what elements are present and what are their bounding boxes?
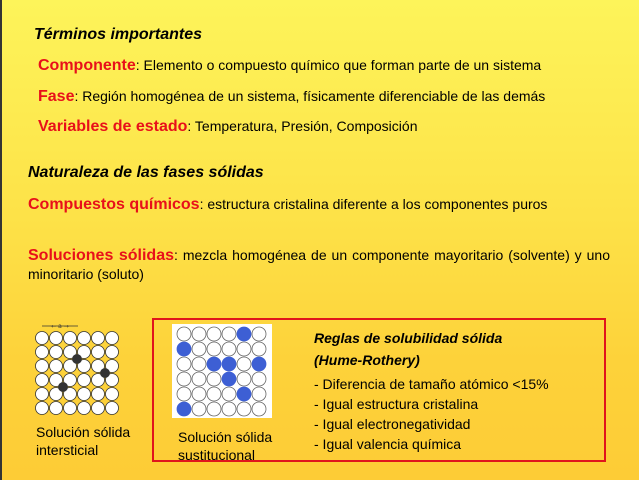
term-componente [38,57,541,75]
solvent-atom [92,402,105,415]
solvent-atom [64,332,77,345]
rule-item: - Igual electronegatividad [314,416,471,432]
interstitial-atom [73,355,82,364]
phase-soluciones [28,246,610,284]
solvent-atom [192,402,206,416]
phases-heading: Naturaleza de las fases sólidas [28,164,264,181]
solvent-atom [78,402,91,415]
solvent-atom [207,342,221,356]
interstitial-atom [101,369,110,378]
solvent-atom [252,342,266,356]
solvent-atom [192,342,206,356]
solvent-atom [106,388,119,401]
solvent-atom [222,387,236,401]
term-definition: : Región homogénea de un sistema, físicamente diferenciable de las demás [74,88,546,104]
solvent-atom [36,388,49,401]
solvent-atom [237,372,251,386]
solvent-atom [50,346,63,359]
solvent-atom [222,402,236,416]
rules-subtitle: (Hume-Rothery) [314,352,420,368]
rule-item: - Diferencia de tamaño atómico <15% [314,376,549,392]
solvent-atom [92,388,105,401]
term-label: Componente [38,57,136,74]
rule-item: - Igual estructura cristalina [314,396,479,412]
solvent-atom [36,332,49,345]
solvent-atom [106,332,119,345]
solvent-atom [36,402,49,415]
solvent-atom [78,374,91,387]
solvent-atom [207,372,221,386]
dimension-label: ← a → [51,323,69,330]
solvent-atom [237,402,251,416]
rules-title: Reglas de solubilidad sólida [314,330,503,346]
term-label: Variables de estado [38,118,188,135]
solvent-atom [106,346,119,359]
solvent-atom [237,342,251,356]
solvent-atom [252,387,266,401]
solvent-atom [192,387,206,401]
term-variables [38,118,417,136]
solvent-atom [36,360,49,373]
caption-line: Solución sólida [36,424,131,440]
term-definition: : estructura cristalina diferente a los componentes puros [199,196,548,212]
solvent-atom [106,402,119,415]
solvent-atom [192,327,206,341]
caption-line: intersticial [36,442,99,458]
phase-compuestos [28,195,610,214]
solvent-atom [177,387,191,401]
solvent-atom [177,372,191,386]
solute-atom [252,357,266,371]
interstitial-atom [59,383,68,392]
solvent-atom [237,357,251,371]
solvent-atom [252,402,266,416]
solute-atom [237,387,251,401]
caption-line: Solución sólida [178,429,273,445]
term-definition: : Elemento o compuesto químico que forman parte de un sistema [135,57,542,73]
solvent-atom [192,357,206,371]
solvent-atom [177,357,191,371]
solvent-atom [78,332,91,345]
solvent-atom [192,372,206,386]
term-label: Soluciones sólidas [28,247,174,264]
solvent-atom [252,327,266,341]
term-fase [38,88,545,106]
solvent-atom [92,346,105,359]
solvent-atom [78,388,91,401]
substitutional-caption [178,428,272,464]
solute-atom [222,372,236,386]
solvent-atom [207,402,221,416]
solvent-atom [36,374,49,387]
interstitial-lattice-diagram [28,318,140,418]
rules-box [152,318,606,462]
rule-item: - Igual valencia química [314,436,462,452]
term-label: Fase [38,88,75,105]
solvent-atom [92,332,105,345]
solvent-atom [64,402,77,415]
solvent-atom [222,327,236,341]
term-definition: : Temperatura, Presión, Composición [187,118,418,134]
solvent-atom [207,327,221,341]
solvent-atom [50,402,63,415]
term-definition: : mezcla homogénea de un componente mayoritario (solvente) y uno minoritario (soluto) [28,247,610,282]
interstitial-caption [36,423,130,459]
solvent-atom [50,360,63,373]
solute-atom [177,402,191,416]
solute-atom [237,327,251,341]
solute-atom [222,357,236,371]
substitutional-lattice-diagram [172,324,272,418]
solvent-atom [222,342,236,356]
solvent-atom [252,372,266,386]
solute-atom [177,342,191,356]
solvent-atom [207,387,221,401]
term-label: Compuestos químicos [28,196,200,213]
solvent-atom [36,346,49,359]
terms-heading: Términos importantes [34,26,203,43]
solvent-atom [50,332,63,345]
caption-line: sustitucional [178,447,256,463]
solute-atom [207,357,221,371]
solvent-atom [177,327,191,341]
